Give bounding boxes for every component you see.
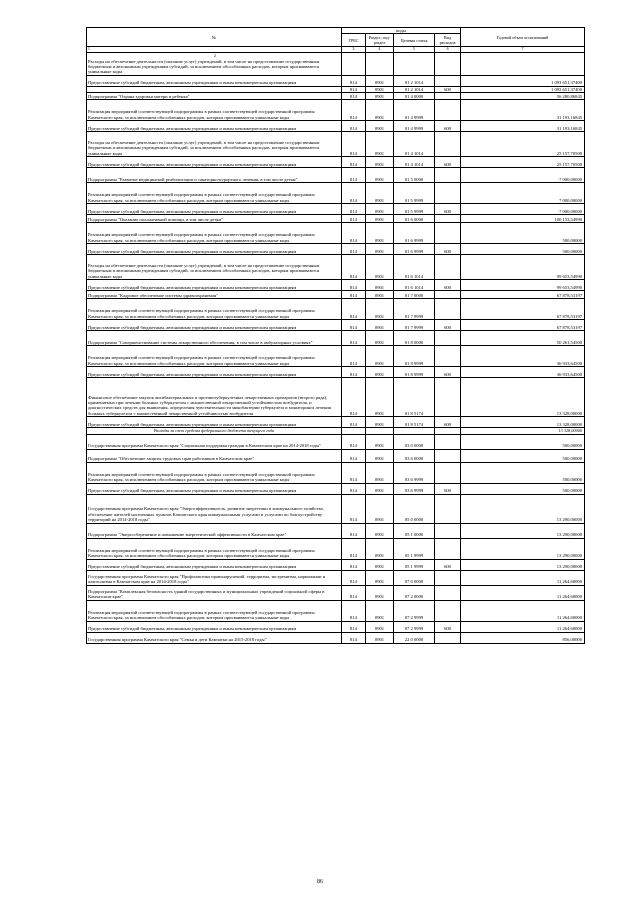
row-csr-cell: 01 7 9999 — [394, 299, 435, 320]
row-vr-cell — [435, 331, 461, 346]
row-csr-cell: 01 4 0000 — [394, 93, 435, 100]
table-row — [87, 483, 585, 494]
row-grbs-cell: 814 — [342, 632, 366, 643]
row-amount-cell: 13 328,00000 — [461, 428, 585, 434]
row-csr-cell: 01 5 9999 — [394, 183, 435, 204]
row-vr-cell — [435, 75, 461, 86]
row-grbs-cell: 814 — [342, 462, 366, 483]
row-name-cell: Предоставление субсидий бюджетным, автономным учреждениям и иным некоммерческим организациям — [87, 121, 342, 132]
row-grbs-cell: 814 — [342, 331, 366, 346]
row-name-cell: Предоставление субсидий бюджетным, автономным учреждениям и иным некоммерческим организациям — [87, 75, 342, 86]
row-csr-cell: 01 2 1014 — [394, 86, 435, 92]
row-amount-cell: 11 264,60000 — [461, 570, 585, 585]
table-row — [87, 291, 585, 299]
row-grbs-cell: 814 — [342, 585, 366, 600]
row-name-cell: Предоставление субсидий бюджетным, автономным учреждениям и иным некоммерческим организациям — [87, 367, 342, 378]
row-name-cell: Государственная программа Камчатского края "Профилактика правонарушений, терроризма, экстремизма, наркомании и алкоголизма в Камчатском крае на 2014-2018 годы" — [87, 570, 342, 585]
table-row — [87, 299, 585, 320]
row-razdel-cell: 0901 — [366, 494, 394, 523]
row-vr-cell — [435, 434, 461, 449]
row-grbs-cell: 814 — [342, 244, 366, 255]
table-row — [87, 215, 585, 223]
row-vr-cell — [435, 291, 461, 299]
row-amount-cell: 31 193,16845 — [461, 121, 585, 132]
row-name-cell: Подпрограмма "Совершенствование системы лекарственного обеспечения, в том числе в амбулаторных условиях" — [87, 331, 342, 346]
table-row — [87, 93, 585, 100]
row-razdel-cell — [366, 52, 394, 75]
row-razdel-cell: 0901 — [366, 86, 394, 92]
row-amount-cell: 13 290,00000 — [461, 559, 585, 570]
row-vr-cell — [435, 168, 461, 183]
row-amount-cell: 67 878,53197 — [461, 320, 585, 331]
row-grbs-cell: 814 — [342, 367, 366, 378]
page-number: 86 — [317, 879, 323, 885]
row-amount-cell: 67 878,53197 — [461, 299, 585, 320]
row-vr-cell — [435, 600, 461, 621]
row-razdel-cell: 0901 — [366, 320, 394, 331]
row-razdel-cell: 0901 — [366, 483, 394, 494]
row-csr-cell: 03 0 0000 — [394, 434, 435, 449]
row-name-cell: Расходы на обеспечение деятельности (оказание услуг) учреждений, в том числе на предоставление государственным бюджетным и автономным учреждениям субсидий, за исключением обособленных расходов, которым присваиваются уникальные коды — [87, 52, 342, 75]
budget-table — [86, 27, 585, 644]
row-vr-cell — [435, 494, 461, 523]
header-codes: коды — [342, 28, 461, 34]
row-razdel-cell: 0901 — [366, 585, 394, 600]
row-grbs-cell: 814 — [342, 183, 366, 204]
row-vr-cell — [435, 462, 461, 483]
row-csr-cell: 07 2 9999 — [394, 600, 435, 621]
row-razdel-cell: 0901 — [366, 378, 394, 417]
row-vr-cell — [435, 538, 461, 559]
row-amount-cell: 500,00000 — [461, 223, 585, 244]
row-grbs-cell: 814 — [342, 570, 366, 585]
row-csr-cell: 05 0 0000 — [394, 494, 435, 523]
row-amount-cell: 11 264,60000 — [461, 600, 585, 621]
row-vr-cell: 600 — [435, 244, 461, 255]
row-razdel-cell: 0901 — [366, 449, 394, 462]
row-amount-cell: 13 290,00000 — [461, 494, 585, 523]
row-grbs-cell: 814 — [342, 223, 366, 244]
row-name-cell: Подпрограмма "Кадровое обеспечение системы здравоохранения" — [87, 291, 342, 299]
row-amount-cell: 36 933,64500 — [461, 346, 585, 367]
row-name-cell: Подпрограмма "Развитие медицинской реабилитации и санаторно-курортного лечения, в том числе детям" — [87, 168, 342, 183]
row-name-cell: Государственная программа Камчатского края "Энергоэффективность, развитие энергетики и коммунального хозяйства, обеспечение жителей населенных пунктов Камчатского края коммунальными услугами и услугами по благоустройству территорий на 2014-2018 годы" — [87, 494, 342, 523]
table-row — [87, 585, 585, 600]
row-razdel-cell: 0901 — [366, 299, 394, 320]
row-name-cell: Расходы за счет средств федерального бюджета текущего года — [87, 428, 342, 434]
row-csr-cell: 01 7 9999 — [394, 320, 435, 331]
row-razdel-cell: 0901 — [366, 132, 394, 157]
row-razdel-cell: 0901 — [366, 570, 394, 585]
row-grbs-cell: 814 — [342, 523, 366, 538]
row-vr-cell — [435, 183, 461, 204]
table-row — [87, 183, 585, 204]
row-csr-cell: 03 6 9999 — [394, 483, 435, 494]
table-row — [87, 570, 585, 585]
row-razdel-cell: 0901 — [366, 538, 394, 559]
row-razdel-cell: 0901 — [366, 204, 394, 215]
row-amount-cell: 856,00000 — [461, 632, 585, 643]
row-amount-cell: 1 093 651,37400 — [461, 75, 585, 86]
row-amount-cell: 1 093 651,37400 — [461, 86, 585, 92]
row-csr-cell: 01 6 9999 — [394, 244, 435, 255]
index-2-label: 2 — [214, 54, 216, 58]
row-csr-cell: 05 1 9999 — [394, 559, 435, 570]
row-name-cell: Подпрограмма "Обеспечение защиты трудовых прав работников в Камчатском крае" — [87, 449, 342, 462]
row-grbs-cell: 814 — [342, 93, 366, 100]
table-row — [87, 559, 585, 570]
row-csr-cell: 07 2 9999 — [394, 621, 435, 632]
header-razdel: Раздел, под-раздел — [366, 34, 394, 47]
row-grbs-cell: 814 — [342, 291, 366, 299]
row-name-cell: Предоставление субсидий бюджетным, автономным учреждениям и иным некоммерческим организациям — [87, 621, 342, 632]
row-amount-cell: 99 653,54990 — [461, 255, 585, 280]
row-amount-cell: 50 261,54500 — [461, 331, 585, 346]
table-row — [87, 632, 585, 643]
row-vr-cell: 600 — [435, 280, 461, 291]
table-row — [87, 244, 585, 255]
row-grbs-cell: 814 — [342, 75, 366, 86]
row-csr-cell: 01 8 5174 — [394, 378, 435, 417]
row-vr-cell: 600 — [435, 121, 461, 132]
row-amount-cell: 25 157,70500 — [461, 157, 585, 168]
row-amount-cell: 100 153,54990 — [461, 215, 585, 223]
table-row — [87, 462, 585, 483]
row-amount-cell: 99 653,54990 — [461, 280, 585, 291]
row-name-cell: Государственная программа Камчатского края "Социальная поддержка граждан в Камчатском крае на 2014-2018 годы" — [87, 434, 342, 449]
table-row — [87, 255, 585, 280]
row-razdel-cell: 0901 — [366, 255, 394, 280]
row-name-cell: Предоставление субсидий бюджетным, автономным учреждениям и иным некоммерческим организациям — [87, 559, 342, 570]
row-razdel-cell: 0901 — [366, 168, 394, 183]
table-row — [87, 52, 585, 75]
row-grbs-cell: 814 — [342, 320, 366, 331]
row-csr-cell — [394, 52, 435, 75]
row-name-cell: Предоставление субсидий бюджетным, автономным учреждениям и иным некоммерческим организациям — [87, 320, 342, 331]
row-grbs-cell: 814 — [342, 434, 366, 449]
row-amount-cell: 11 264,60000 — [461, 585, 585, 600]
row-name-cell: Предоставление субсидий бюджетным, автономным учреждениям и иным некоммерческим организациям — [87, 244, 342, 255]
row-csr-cell: 07 0 0000 — [394, 570, 435, 585]
header-amount: Годовой объем ассигнований — [461, 28, 585, 47]
row-amount-cell: 13 328,00000 — [461, 417, 585, 428]
row-grbs-cell: 814 — [342, 621, 366, 632]
row-csr-cell: 01 4 9999 — [394, 121, 435, 132]
row-vr-cell: 600 — [435, 483, 461, 494]
row-amount-cell: 500,00000 — [461, 462, 585, 483]
row-grbs-cell: 814 — [342, 157, 366, 168]
row-vr-cell — [435, 378, 461, 417]
row-name-cell: Предоставление субсидий бюджетным, автономным учреждениям и иным некоммерческим организациям — [87, 417, 342, 428]
row-amount-cell: 13 328,00000 — [461, 378, 585, 417]
row-grbs-cell: 814 — [342, 483, 366, 494]
row-razdel-cell: 0901 — [366, 523, 394, 538]
row-csr-cell: 07 2 0000 — [394, 585, 435, 600]
row-name-cell: Реализация мероприятий соответствующей подпрограммы в рамках соответствующей государственной программы Камчатского края, за исключением обособленных расходов, которым присваиваются уникальные коды — [87, 223, 342, 244]
table-row — [87, 367, 585, 378]
row-vr-cell — [435, 100, 461, 121]
table-row — [87, 100, 585, 121]
row-csr-cell: 01 2 1014 — [394, 75, 435, 86]
row-razdel-cell: 0901 — [366, 280, 394, 291]
row-razdel-cell: 0901 — [366, 157, 394, 168]
table-row — [87, 204, 585, 215]
row-name-cell: Реализация мероприятий соответствующей подпрограммы в рамках соответствующей государственной программы Камчатского края, за исключением обособленных расходов, которым присваиваются уникальные коды — [87, 462, 342, 483]
header-grbs: ГРБС — [342, 34, 366, 47]
index-cell: 5 — [394, 47, 435, 52]
table-row — [87, 449, 585, 462]
row-name-cell: Расходы на обеспечение деятельности (оказание услуг) учреждений, в том числе на предоставление государственным бюджетным и автономным учреждениям субсидий, за исключением обособленных расходов, которым присваиваются уникальные коды — [87, 132, 342, 157]
table-body — [87, 52, 585, 643]
index-cell: 1 — [87, 47, 342, 52]
row-grbs-cell: 814 — [342, 417, 366, 428]
row-amount-cell: 13 290,00000 — [461, 523, 585, 538]
row-razdel-cell: 0901 — [366, 462, 394, 483]
row-grbs-cell: 814 — [342, 346, 366, 367]
row-vr-cell — [435, 570, 461, 585]
row-amount-cell: 7 000,00000 — [461, 204, 585, 215]
row-csr-cell: 01 6 0000 — [394, 215, 435, 223]
row-vr-cell — [435, 255, 461, 280]
row-grbs-cell: 814 — [342, 255, 366, 280]
row-amount-cell: 500,00000 — [461, 483, 585, 494]
row-vr-cell — [435, 132, 461, 157]
table-row — [87, 280, 585, 291]
header-csr: Целевая статья — [394, 34, 435, 47]
table-row — [87, 346, 585, 367]
row-grbs-cell: 814 — [342, 121, 366, 132]
row-razdel-cell: 0901 — [366, 434, 394, 449]
row-grbs-cell: 814 — [342, 299, 366, 320]
table-row — [87, 121, 585, 132]
row-csr-cell: 22 0 0000 — [394, 632, 435, 643]
row-name-cell: Предоставление субсидий бюджетным, автономным учреждениям и иным некоммерческим организациям — [87, 204, 342, 215]
row-grbs-cell: 814 — [342, 168, 366, 183]
row-csr-cell: 01 8 9999 — [394, 367, 435, 378]
row-vr-cell: 600 — [435, 204, 461, 215]
row-csr-cell: 01 8 0000 — [394, 331, 435, 346]
row-name-cell: Реализация мероприятий соответствующей подпрограммы в рамках соответствующей государственной программы Камчатского края, за исключением обособленных расходов, которым присваиваются уникальные коды — [87, 299, 342, 320]
row-vr-cell — [435, 299, 461, 320]
index-cell: 7 — [461, 47, 585, 52]
table-row — [87, 223, 585, 244]
row-razdel-cell: 0901 — [366, 346, 394, 367]
row-csr-cell: 01 4 9999 — [394, 100, 435, 121]
row-razdel-cell: 0901 — [366, 75, 394, 86]
row-vr-cell: 600 — [435, 621, 461, 632]
index-cell: 4 — [366, 47, 394, 52]
row-csr-cell: 01 4 1014 — [394, 157, 435, 168]
row-grbs-cell: 814 — [342, 559, 366, 570]
row-vr-cell — [435, 523, 461, 538]
row-vr-cell — [435, 449, 461, 462]
row-grbs-cell: 814 — [342, 280, 366, 291]
row-csr-cell: 01 5 0000 — [394, 168, 435, 183]
row-razdel-cell: 0901 — [366, 417, 394, 428]
row-vr-cell: 600 — [435, 559, 461, 570]
row-vr-cell: 600 — [435, 367, 461, 378]
row-grbs-cell: 814 — [342, 86, 366, 92]
row-name-cell: Реализация мероприятий соответствующей подпрограммы в рамках соответствующей государственной программы Камчатского края, за исключением обособленных расходов, которым присваиваются уникальные коды — [87, 183, 342, 204]
row-name-cell: Реализация мероприятий соответствующей подпрограммы в рамках соответствующей государственной программы Камчатского края, за исключением обособленных расходов, которым присваиваются уникальные коды — [87, 346, 342, 367]
row-razdel-cell: 0901 — [366, 244, 394, 255]
row-vr-cell — [435, 346, 461, 367]
header-row-1 — [87, 28, 585, 34]
row-grbs-cell: 814 — [342, 100, 366, 121]
row-vr-cell: 600 — [435, 320, 461, 331]
row-vr-cell — [435, 215, 461, 223]
table-row — [87, 157, 585, 168]
row-amount-cell: 56 280,86845 — [461, 93, 585, 100]
row-grbs-cell: 814 — [342, 538, 366, 559]
row-csr-cell: 01 4 1014 — [394, 132, 435, 157]
row-csr-cell: 01 7 0000 — [394, 291, 435, 299]
table-row — [87, 434, 585, 449]
row-razdel-cell: 0901 — [366, 93, 394, 100]
header-num: № — [87, 28, 342, 47]
budget-table-page — [86, 27, 584, 644]
row-amount-cell: 7 000,00000 — [461, 168, 585, 183]
row-amount-cell: 500,00000 — [461, 244, 585, 255]
row-vr-cell: 600 — [435, 86, 461, 92]
row-razdel-cell: 0901 — [366, 621, 394, 632]
table-row — [87, 538, 585, 559]
row-name-cell: Государственная программа Камчатского края "Семья и дети Камчатки на 2015-2018 годы" — [87, 632, 342, 643]
row-csr-cell: 01 5 9999 — [394, 204, 435, 215]
row-name-cell: Предоставление субсидий бюджетным, автономным учреждениям и иным некоммерческим организациям — [87, 483, 342, 494]
table-row — [87, 331, 585, 346]
row-name-cell: Подпрограмма "Энергосбережение и повышение энергетической эффективности в Камчатском крае" — [87, 523, 342, 538]
row-vr-cell — [435, 93, 461, 100]
row-amount-cell: 7 000,00000 — [461, 183, 585, 204]
row-razdel-cell: 0901 — [366, 291, 394, 299]
row-csr-cell: 05 1 9999 — [394, 538, 435, 559]
table-row — [87, 417, 585, 428]
row-amount-cell: 31 193,16845 — [461, 100, 585, 121]
row-csr-cell: 03 6 9999 — [394, 462, 435, 483]
row-grbs-cell: 814 — [342, 600, 366, 621]
row-amount-cell: 13 290,00000 — [461, 538, 585, 559]
row-grbs-cell: 814 — [342, 378, 366, 417]
row-amount-cell — [461, 52, 585, 75]
row-csr-cell: 01 6 1014 — [394, 255, 435, 280]
table-row — [87, 168, 585, 183]
row-name-cell: Реализация мероприятий соответствующей подпрограммы в рамках соответствующей государственной программы Камчатского края, за исключением обособленных расходов, которым присваиваются уникальные коды — [87, 600, 342, 621]
row-vr-cell — [435, 223, 461, 244]
row-razdel-cell: 0901 — [366, 632, 394, 643]
row-csr-cell: 03 6 0000 — [394, 449, 435, 462]
row-name-cell: Реализация мероприятий соответствующей подпрограммы в рамках соответствующей государственной программы Камчатского края, за исключением обособленных расходов, которым присваиваются уникальные коды — [87, 100, 342, 121]
row-razdel-cell: 0901 — [366, 367, 394, 378]
row-razdel-cell: 0901 — [366, 100, 394, 121]
row-razdel-cell: 0901 — [366, 215, 394, 223]
row-grbs-cell: 814 — [342, 132, 366, 157]
row-vr-cell — [435, 632, 461, 643]
table-row — [87, 75, 585, 86]
row-amount-cell: 36 933,64500 — [461, 367, 585, 378]
row-grbs-cell — [342, 52, 366, 75]
row-amount-cell: 25 157,70500 — [461, 132, 585, 157]
row-csr-cell: 05 1 0000 — [394, 523, 435, 538]
header-vr: Вид расходов — [435, 34, 461, 47]
row-razdel-cell: 0901 — [366, 600, 394, 621]
row-amount-cell: 67 878,53197 — [461, 291, 585, 299]
table-row — [87, 320, 585, 331]
row-grbs-cell: 814 — [342, 204, 366, 215]
row-amount-cell: 11 264,60000 — [461, 621, 585, 632]
table-row — [87, 494, 585, 523]
row-vr-cell — [435, 585, 461, 600]
row-amount-cell: 500,00000 — [461, 434, 585, 449]
table-row — [87, 621, 585, 632]
row-razdel-cell: 0901 — [366, 183, 394, 204]
row-csr-cell: 01 6 9999 — [394, 223, 435, 244]
row-vr-cell — [435, 52, 461, 75]
table-row — [87, 523, 585, 538]
row-name-cell: Подпрограмма "Комплексная безопасность зданий государственных и муниципальных учреждений социальной сферы в Камчатском крае" — [87, 585, 342, 600]
row-name-cell: Предоставление субсидий бюджетным, автономным учреждениям и иным некоммерческим организациям — [87, 157, 342, 168]
row-amount-cell: 500,00000 — [461, 449, 585, 462]
table-row — [87, 600, 585, 621]
row-razdel-cell: 0901 — [366, 331, 394, 346]
row-vr-cell: 600 — [435, 157, 461, 168]
row-name-cell: Расходы на обеспечение деятельности (оказание услуг) учреждений, в том числе на предоставление государственным бюджетным и автономным учреждениям субсидий, за исключением обособленных расходов, которым присваиваются уникальные коды — [87, 255, 342, 280]
row-csr-cell: 01 8 9999 — [394, 346, 435, 367]
row-grbs-cell: 814 — [342, 449, 366, 462]
index-cell: 3 — [342, 47, 366, 52]
row-grbs-cell: 814 — [342, 494, 366, 523]
row-name-cell: Финансовое обеспечение закупок антибактериальных и противотуберкулезных лекарственных препаратов (второго ряда), применяемых при лечении больных туберкулезом с множественной лекарственной устойчивостью возбудителя, и диагностических средств для выявления, определения чувствительности микобактерии туберкулеза и мониторинга лечения больных туберкулезом с множественной лекарственной устойчивостью возбудителя — [87, 378, 342, 417]
index-cell: 6 — [435, 47, 461, 52]
row-razdel-cell: 0901 — [366, 559, 394, 570]
row-name-cell: Предоставление субсидий бюджетным, автономным учреждениям и иным некоммерческим организациям — [87, 280, 342, 291]
row-name-cell: Подпрограмма "Оказание паллиативной помощи, в том числе детям" — [87, 215, 342, 223]
row-name-cell: Реализация мероприятий соответствующей подпрограммы в рамках соответствующей государственной программы Камчатского края, за исключением обособленных расходов, которым присваиваются уникальные коды — [87, 538, 342, 559]
row-vr-cell: 600 — [435, 417, 461, 428]
table-row — [87, 132, 585, 157]
row-name-cell: Подпрограмма "Охрана здоровья матери и ребенка" — [87, 93, 342, 100]
row-csr-cell: 01 8 5174 — [394, 417, 435, 428]
row-csr-cell: 01 6 1014 — [394, 280, 435, 291]
row-grbs-cell: 814 — [342, 215, 366, 223]
row-razdel-cell: 0901 — [366, 121, 394, 132]
row-razdel-cell: 0901 — [366, 223, 394, 244]
table-row — [87, 378, 585, 417]
